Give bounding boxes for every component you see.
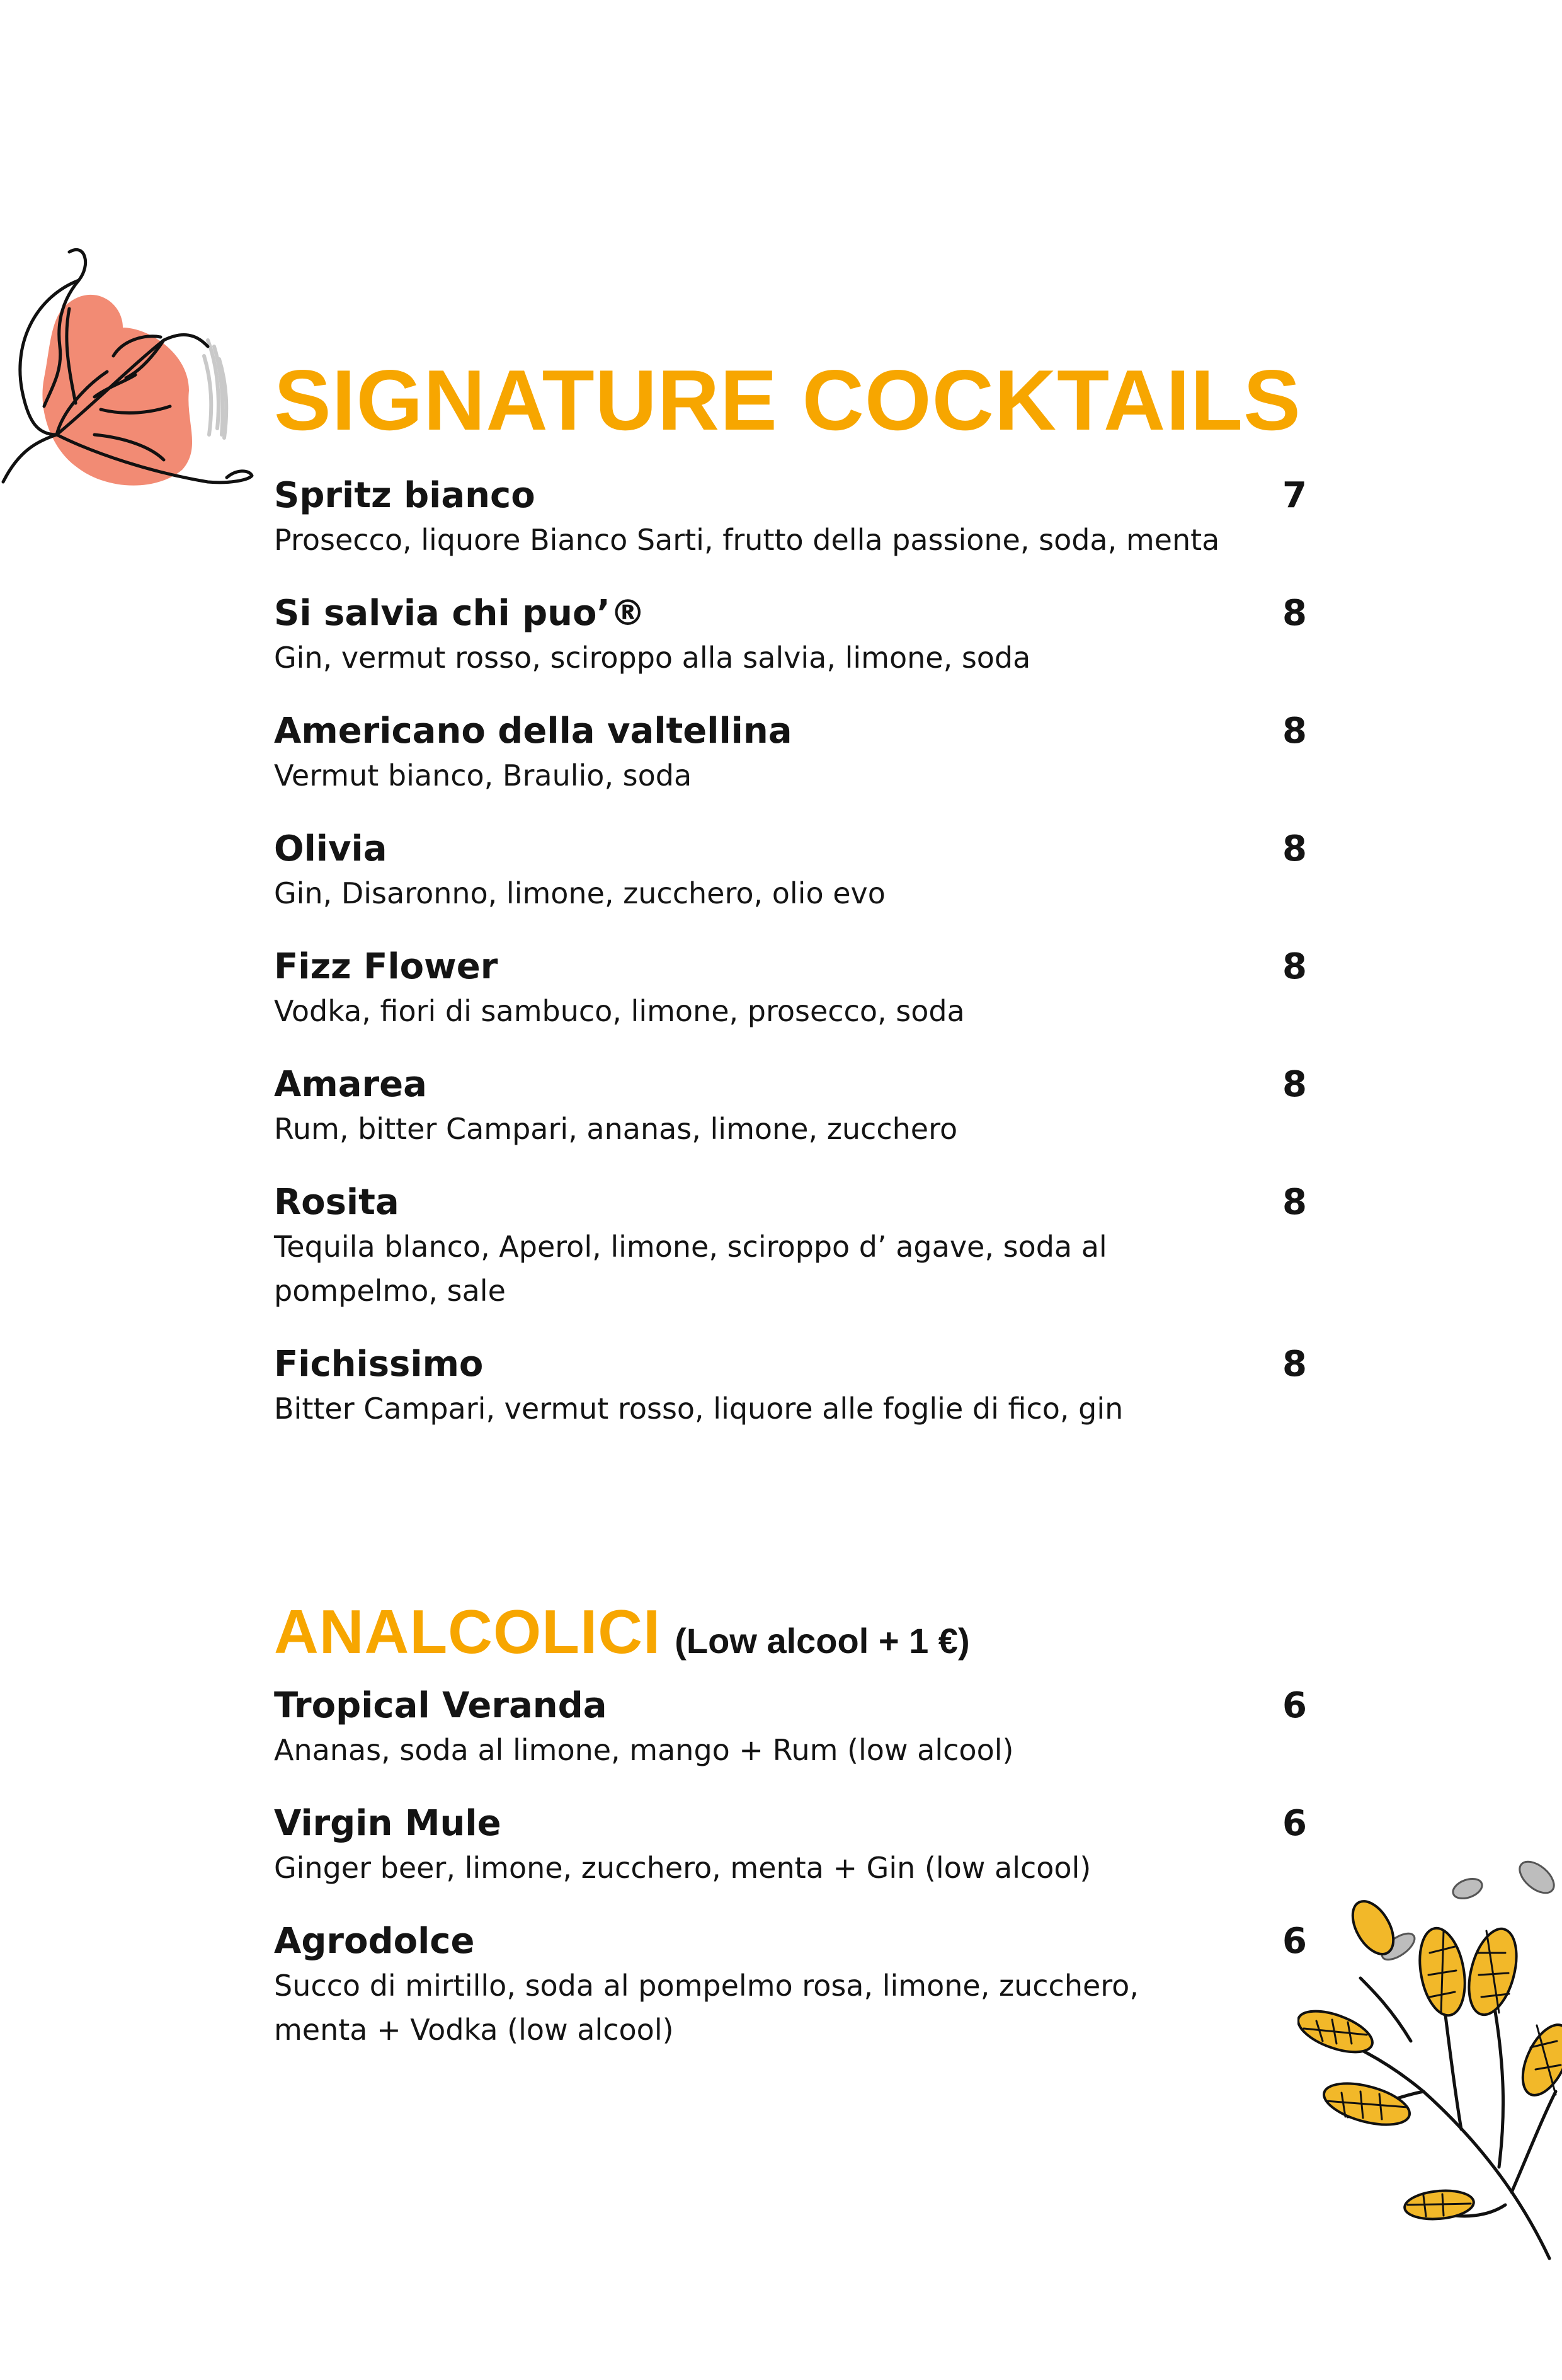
menu-item	[274, 945, 1307, 1033]
menu-item	[274, 1342, 1307, 1431]
item-price: 8	[1282, 828, 1307, 869]
section-title-signature-cocktails: SIGNATURE COCKTAILS	[274, 352, 1301, 448]
menu-item	[274, 827, 1307, 915]
menu-item	[274, 709, 1307, 798]
item-name: Fichissimo	[274, 1344, 484, 1385]
section-title-analcolici	[274, 1594, 970, 1679]
item-price: 6	[1282, 1685, 1307, 1726]
item-price: 8	[1282, 1064, 1307, 1105]
leaf-illustration-icon	[0, 246, 265, 523]
item-name: Rosita	[274, 1182, 399, 1223]
item-name: Tropical Veranda	[274, 1685, 607, 1726]
item-description: Ananas, soda al limone, mango + Rum (low alcool)	[274, 1733, 1014, 1767]
item-description: Gin, vermut rosso, sciroppo alla salvia, limone, soda	[274, 641, 1031, 675]
item-name: Americano della valtellina	[274, 711, 792, 752]
item-description: Bitter Campari, vermut rosso, liquore alle foglie di fico, gin	[274, 1392, 1124, 1426]
item-name: Amarea	[274, 1064, 427, 1105]
item-description: Prosecco, liquore Bianco Sarti, frutto della passione, soda, menta	[274, 523, 1220, 557]
item-price: 8	[1282, 593, 1307, 634]
item-description: Gin, Disaronno, limone, zucchero, olio evo	[274, 876, 886, 910]
item-name: Olivia	[274, 828, 387, 869]
item-description: Tequila blanco, Aperol, limone, sciroppo d’ agave, soda al pompelmo, sale	[274, 1230, 1107, 1308]
section-title-text: ANALCOLICI	[274, 1597, 661, 1666]
item-name: Spritz bianco	[274, 475, 535, 516]
item-price: 6	[1282, 1803, 1307, 1844]
menu-item	[274, 474, 1307, 562]
item-description: Rum, bitter Campari, ananas, limone, zucchero	[274, 1112, 958, 1146]
item-description: Succo di mirtillo, soda al pompelmo rosa, limone, zucchero, menta + Vodka (low alcool)	[274, 1969, 1139, 2047]
item-price: 8	[1282, 946, 1307, 987]
menu-item	[274, 1684, 1307, 1772]
wheat-illustration-icon	[1297, 1852, 1562, 2262]
menu-item	[274, 592, 1307, 680]
item-price: 8	[1282, 711, 1307, 752]
item-name: Fizz Flower	[274, 946, 498, 987]
item-price: 6	[1282, 1921, 1307, 1962]
item-price: 7	[1282, 475, 1307, 516]
menu-item	[274, 1919, 1307, 2052]
menu-item	[274, 1181, 1307, 1313]
item-description: Ginger beer, limone, zucchero, menta + Gin (low alcool)	[274, 1851, 1092, 1885]
item-name: Agrodolce	[274, 1921, 475, 1962]
item-price: 8	[1282, 1344, 1307, 1385]
item-price: 8	[1282, 1182, 1307, 1223]
menu-item	[274, 1063, 1307, 1151]
item-description: Vermut bianco, Braulio, soda	[274, 758, 692, 792]
item-name: Virgin Mule	[274, 1803, 501, 1844]
item-description: Vodka, fiori di sambuco, limone, prosecco, soda	[274, 994, 965, 1028]
item-name: Si salvia chi puo’®	[274, 593, 646, 634]
section-note: (Low alcool + 1 €)	[675, 1621, 970, 1661]
menu-item	[274, 1802, 1307, 1890]
